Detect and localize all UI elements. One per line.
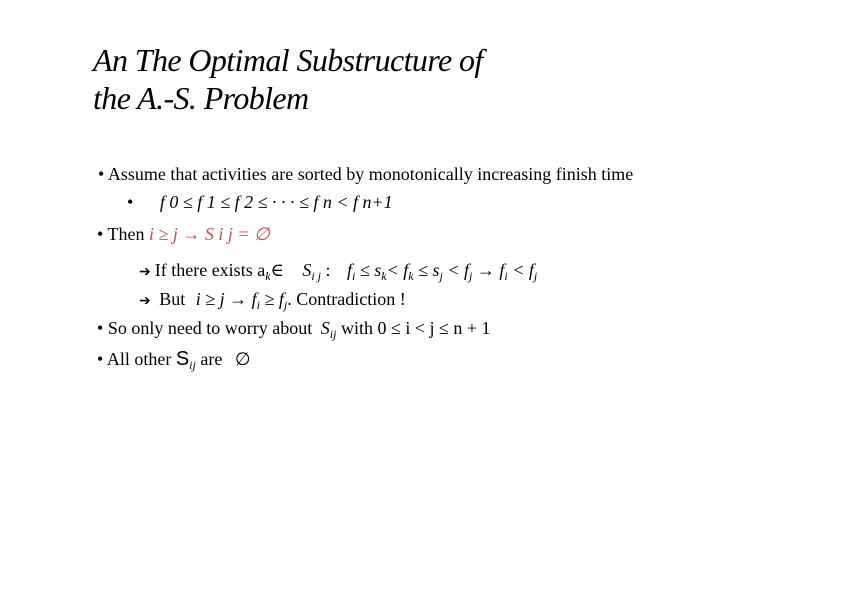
math-term: ≤ s: [359, 260, 382, 280]
bullet-all-other: [97, 348, 251, 376]
subscript: i: [504, 269, 508, 283]
empty-set-formula: i ≥ j → S i j = ∅: [148, 224, 270, 244]
math-term: → f: [476, 260, 505, 280]
arrow-right-icon: ➔: [139, 265, 151, 280]
arrow-right-icon: ➔: [139, 294, 151, 309]
bullet-marker: •: [98, 164, 105, 184]
bullet-text: are: [200, 349, 223, 369]
subscript: k: [381, 269, 387, 283]
arrow-point-but: [139, 288, 406, 316]
math-term: i ≥ j → f: [195, 289, 257, 309]
subscript: j: [468, 269, 473, 283]
subscript: i: [352, 269, 356, 283]
subscript: j: [533, 269, 538, 283]
subscript: j: [283, 298, 288, 312]
sub-bullet-order: [127, 191, 393, 213]
title-line-2: the A.-S. Problem: [93, 80, 309, 116]
math-term: f: [347, 260, 353, 280]
bullet-assume: [98, 163, 633, 185]
slide-title: [93, 41, 483, 117]
empty-set-symbol: ∅: [234, 349, 251, 369]
subscript: i j: [311, 269, 322, 283]
finish-order-formula: f 0 ≤ f 1 ≤ f 2 ≤ · · · ≤ f n < f n+1: [159, 192, 393, 212]
math-term: < f: [512, 260, 534, 280]
title-line-1: An The Optimal Substructure of: [93, 42, 483, 78]
math-term: < f: [386, 260, 409, 280]
bullet-marker: •: [127, 192, 134, 212]
subscript: ij: [189, 358, 196, 372]
math-term: < f: [447, 260, 469, 280]
bullet-then: [97, 223, 270, 245]
bullet-text: All other: [106, 349, 172, 369]
math-term: ≥ f: [264, 289, 284, 309]
subscript: k: [408, 269, 414, 283]
arrow-point-if-exists: [139, 259, 537, 287]
bullet-so-only: [97, 317, 491, 345]
subscript: i: [256, 298, 260, 312]
math-term: ≤ s: [418, 260, 440, 280]
colon: :: [325, 260, 331, 280]
bullet-label: Then: [107, 224, 145, 244]
bullet-text: with 0 ≤ i < j ≤ n + 1: [340, 318, 491, 338]
element-of-symbol: ∈: [270, 260, 284, 280]
set-symbol: S: [175, 348, 190, 370]
subscript: ij: [329, 327, 337, 341]
bullet-marker: •: [97, 318, 104, 338]
set-symbol: S: [320, 318, 330, 338]
subscript: k: [265, 269, 271, 283]
bullet-marker: •: [97, 224, 104, 244]
set-symbol: S: [302, 260, 312, 280]
bullet-text: So only need to worry about: [107, 318, 313, 338]
bullet-marker: •: [97, 349, 104, 369]
subscript: j: [439, 269, 443, 283]
bullet-text: Assume that activities are sorted by monotonically increasing finish time: [107, 164, 634, 184]
contradiction-text: . Contradiction !: [287, 289, 406, 309]
arrow-text: If there exists a: [154, 260, 266, 280]
arrow-text: But: [159, 289, 186, 309]
